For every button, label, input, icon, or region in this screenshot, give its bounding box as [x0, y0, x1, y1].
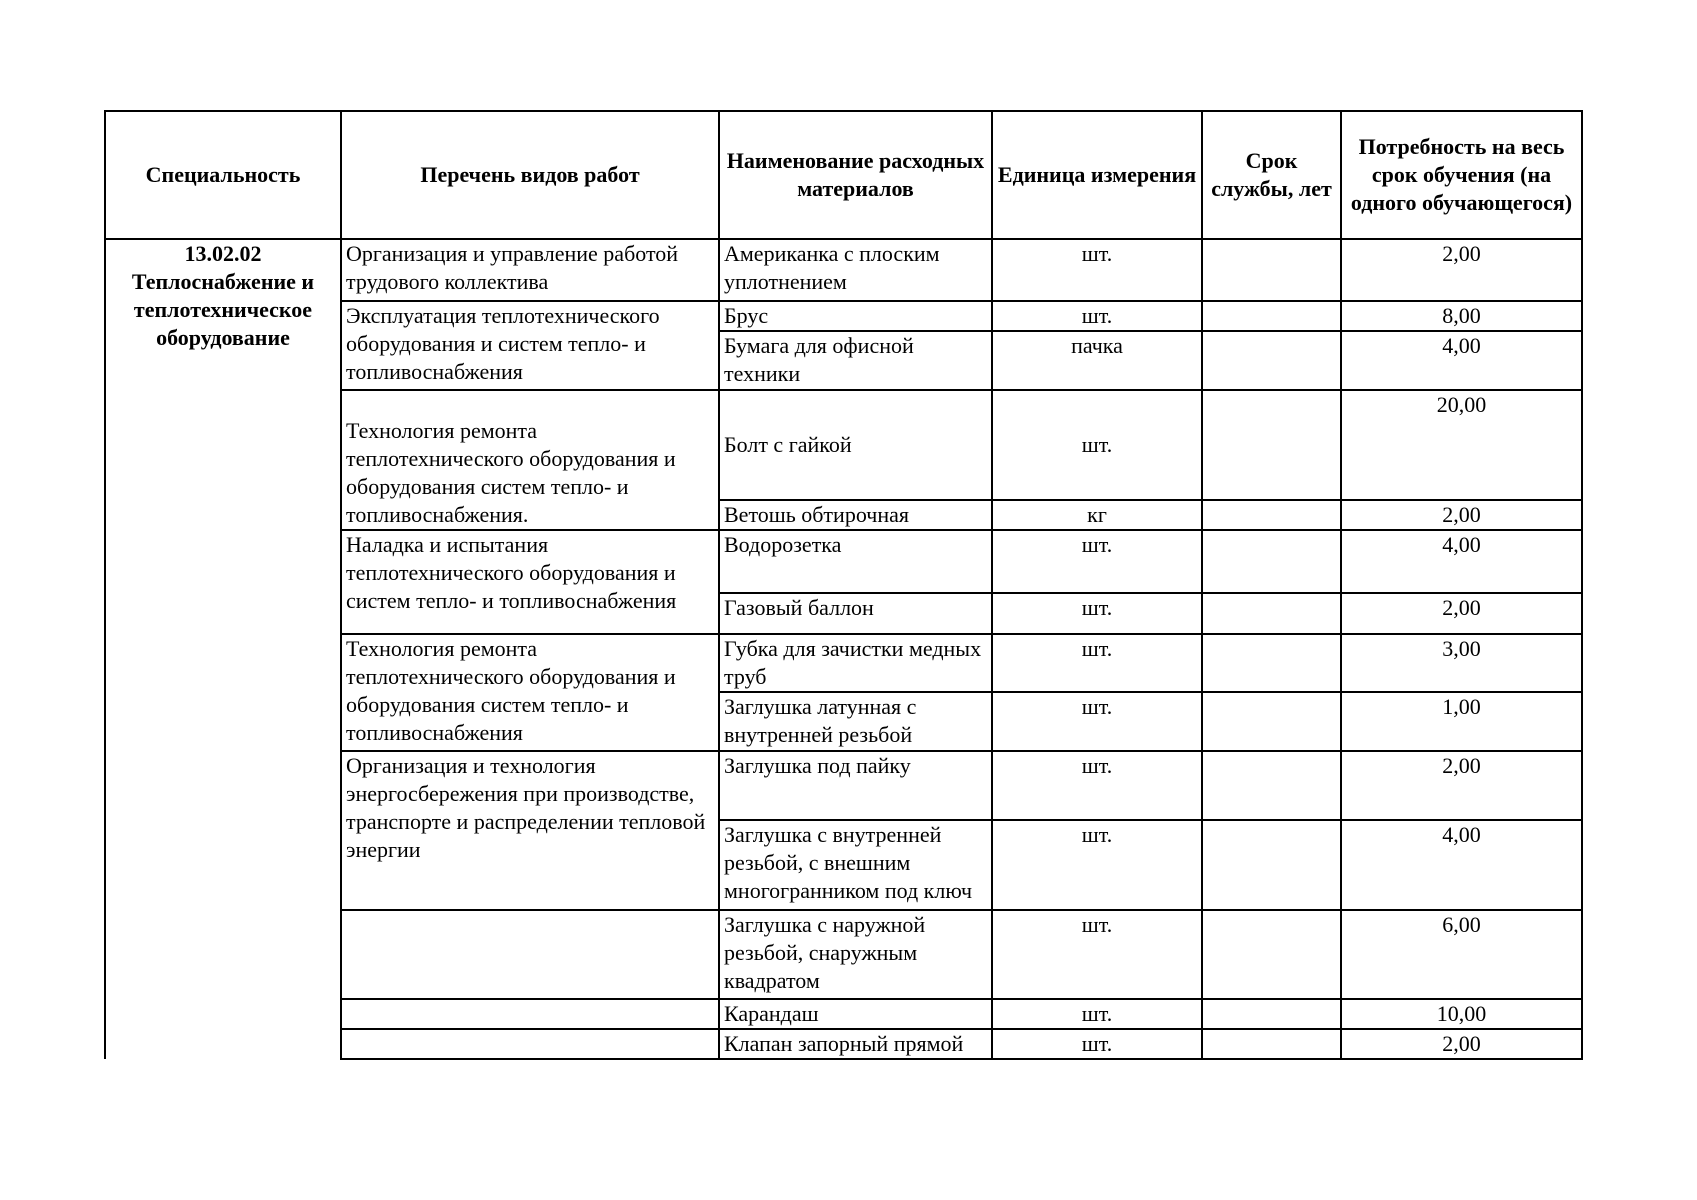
- unit-cell: шт.: [992, 999, 1202, 1029]
- need-cell: 2,00: [1341, 751, 1582, 820]
- unit-cell: шт.: [992, 593, 1202, 634]
- need-cell: 6,00: [1341, 910, 1582, 999]
- material-cell: Заглушка латунная с внутренней резьбой: [719, 692, 992, 751]
- table-row: [105, 239, 1582, 301]
- unit-cell: шт.: [992, 390, 1202, 500]
- material-cell: Бумага для офисной техники: [719, 331, 992, 390]
- unit-cell: пачка: [992, 331, 1202, 390]
- service-life-cell: [1202, 751, 1341, 820]
- work-type-cell: [341, 999, 719, 1029]
- unit-cell: шт.: [992, 692, 1202, 751]
- work-type-cell: Эксплуатация теплотехнического оборудования и систем тепло- и топливоснабжения: [341, 301, 719, 390]
- header-unit: Единица измерения: [992, 111, 1202, 239]
- service-life-cell: [1202, 239, 1341, 301]
- need-cell: 2,00: [1341, 239, 1582, 301]
- service-life-cell: [1202, 999, 1341, 1029]
- need-cell: 3,00: [1341, 634, 1582, 692]
- material-cell: Болт с гайкой: [719, 390, 992, 500]
- service-life-cell: [1202, 301, 1341, 331]
- need-cell: 8,00: [1341, 301, 1582, 331]
- material-cell: Брус: [719, 301, 992, 331]
- header-work-types: Перечень видов работ: [341, 111, 719, 239]
- unit-cell: шт.: [992, 530, 1202, 593]
- unit-cell: шт.: [992, 751, 1202, 820]
- material-cell: Клапан запорный прямой: [719, 1029, 992, 1059]
- need-cell: 2,00: [1341, 1029, 1582, 1059]
- need-cell: 4,00: [1341, 331, 1582, 390]
- material-cell: Заглушка с внутренней резьбой, с внешним многогранником под ключ: [719, 820, 992, 910]
- header-specialty: Специальность: [105, 111, 341, 239]
- need-cell: 2,00: [1341, 593, 1582, 634]
- service-life-cell: [1202, 530, 1341, 593]
- material-cell: Водорозетка: [719, 530, 992, 593]
- header-materials: Наименование расходных материалов: [719, 111, 992, 239]
- service-life-cell: [1202, 910, 1341, 999]
- material-cell: Заглушка с наружной резьбой, снаружным квадратом: [719, 910, 992, 999]
- service-life-cell: [1202, 692, 1341, 751]
- header-row: [105, 111, 1582, 239]
- specialty-code: 13.02.02: [184, 241, 262, 266]
- unit-cell: шт.: [992, 820, 1202, 910]
- service-life-cell: [1202, 331, 1341, 390]
- work-type-cell: [341, 1029, 719, 1059]
- unit-cell: шт.: [992, 239, 1202, 301]
- material-cell: Карандаш: [719, 999, 992, 1029]
- service-life-cell: [1202, 1029, 1341, 1059]
- material-cell: Американка с плоским уплотнением: [719, 239, 992, 301]
- material-cell: Губка для зачистки медных труб: [719, 634, 992, 692]
- header-need: Потребность на весь срок обучения (на одного обучающегося): [1341, 111, 1582, 239]
- need-cell: 4,00: [1341, 820, 1582, 910]
- header-service-life: Срок службы, лет: [1202, 111, 1341, 239]
- unit-cell: шт.: [992, 1029, 1202, 1059]
- specialty-cell: [105, 239, 341, 1059]
- material-cell: Заглушка под пайку: [719, 751, 992, 820]
- service-life-cell: [1202, 500, 1341, 530]
- work-type-cell: Организация и технология энергосбережения при производстве, транспорте и распределении тепловой энергии: [341, 751, 719, 910]
- need-cell: 4,00: [1341, 530, 1582, 593]
- service-life-cell: [1202, 390, 1341, 500]
- need-cell: 20,00: [1341, 390, 1582, 500]
- service-life-cell: [1202, 593, 1341, 634]
- service-life-cell: [1202, 820, 1341, 910]
- specialty-name: Теплоснабжение и теплотехническое оборудование: [131, 269, 315, 350]
- unit-cell: шт.: [992, 301, 1202, 331]
- service-life-cell: [1202, 634, 1341, 692]
- material-cell: Ветошь обтирочная: [719, 500, 992, 530]
- work-type-cell: Технология ремонта теплотехнического оборудования и оборудования систем тепло- и топливоснабжения.: [341, 390, 719, 530]
- materials-table: [104, 110, 1583, 1060]
- unit-cell: кг: [992, 500, 1202, 530]
- need-cell: 10,00: [1341, 999, 1582, 1029]
- material-cell: Газовый баллон: [719, 593, 992, 634]
- unit-cell: шт.: [992, 634, 1202, 692]
- need-cell: 1,00: [1341, 692, 1582, 751]
- unit-cell: шт.: [992, 910, 1202, 999]
- need-cell: 2,00: [1341, 500, 1582, 530]
- work-type-cell: Наладка и испытания теплотехнического оборудования и систем тепло- и топливоснабжения: [341, 530, 719, 634]
- work-type-cell: [341, 910, 719, 999]
- work-type-cell: Организация и управление работой трудового коллектива: [341, 239, 719, 301]
- work-type-cell: Технология ремонта теплотехнического оборудования и оборудования систем тепло- и топливоснабжения: [341, 634, 719, 751]
